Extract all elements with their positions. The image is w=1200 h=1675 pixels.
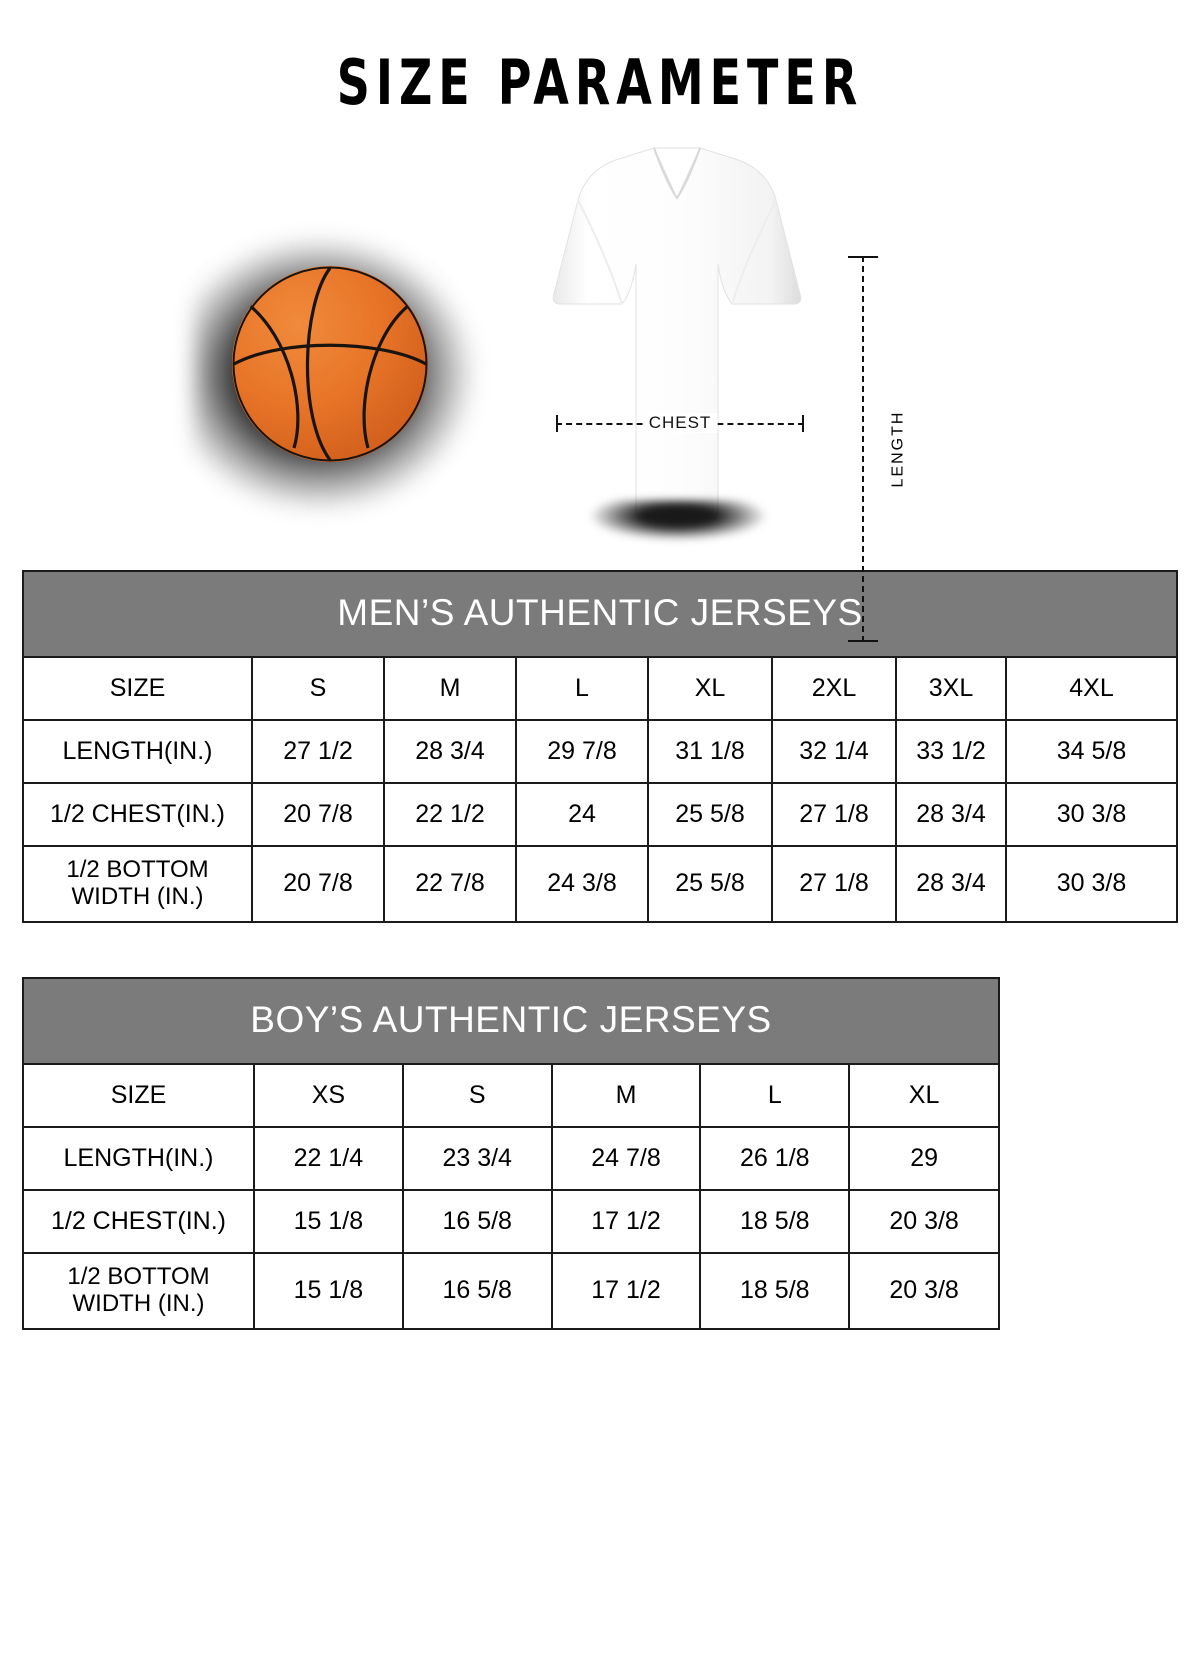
cell: 27 1/8	[772, 846, 896, 922]
cell: 18 5/8	[700, 1190, 849, 1253]
table-row-header	[24, 658, 1176, 720]
cell: 15 1/8	[254, 1253, 403, 1329]
cell: 20 7/8	[252, 783, 384, 846]
illustration-area	[0, 130, 1200, 560]
cell: 29 7/8	[516, 720, 648, 783]
cell: 27 1/2	[252, 720, 384, 783]
cell: 15 1/8	[254, 1190, 403, 1253]
cell: 16 5/8	[403, 1190, 552, 1253]
col-header-4xl: 4XL	[1006, 658, 1176, 720]
col-header-size: SIZE	[24, 658, 252, 720]
length-measure-guide	[848, 256, 908, 642]
basketball-icon	[232, 266, 428, 462]
chest-cap-left	[556, 415, 558, 432]
length-dashed-line	[862, 256, 864, 642]
table-row	[24, 1127, 998, 1190]
cell: 20 3/8	[849, 1190, 998, 1253]
row-label-half-bottom-width: 1/2 BOTTOM WIDTH (IN.)	[24, 846, 252, 922]
cell: 34 5/8	[1006, 720, 1176, 783]
cell: 25 5/8	[648, 846, 772, 922]
table-row	[24, 720, 1176, 783]
length-label: LENGTH	[885, 405, 911, 494]
cell: 28 3/4	[384, 720, 516, 783]
cell: 27 1/8	[772, 783, 896, 846]
cell: 32 1/4	[772, 720, 896, 783]
col-header-3xl: 3XL	[896, 658, 1006, 720]
cell: 20 3/8	[849, 1253, 998, 1329]
length-cap-top	[848, 256, 878, 258]
col-header-xs: XS	[254, 1065, 403, 1127]
cell: 16 5/8	[403, 1253, 552, 1329]
cell: 22 1/2	[384, 783, 516, 846]
length-cap-bottom	[848, 640, 878, 642]
row-label-half-chest: 1/2 CHEST(IN.)	[24, 783, 252, 846]
cell: 17 1/2	[552, 1190, 701, 1253]
cell: 22 7/8	[384, 846, 516, 922]
cell: 33 1/2	[896, 720, 1006, 783]
cell: 28 3/4	[896, 783, 1006, 846]
table-row	[24, 783, 1176, 846]
mens-table	[24, 658, 1176, 923]
cell: 26 1/8	[700, 1127, 849, 1190]
col-header-xl: XL	[648, 658, 772, 720]
col-header-m: M	[552, 1065, 701, 1127]
chest-cap-right	[802, 415, 804, 432]
basketball-graphic	[222, 260, 452, 490]
table-row-header	[24, 1065, 998, 1127]
table-row	[24, 1253, 998, 1329]
cell: 30 3/8	[1006, 783, 1176, 846]
chest-label: CHEST	[643, 413, 718, 433]
page-title: SIZE PARAMETER	[336, 45, 864, 119]
row-label-length: LENGTH(IN.)	[24, 720, 252, 783]
cell: 20 7/8	[252, 846, 384, 922]
col-header-s: S	[252, 658, 384, 720]
row-label-length: LENGTH(IN.)	[24, 1127, 254, 1190]
row-label-half-chest: 1/2 CHEST(IN.)	[24, 1190, 254, 1253]
boys-table-heading: BOY’S AUTHENTIC JERSEYS	[24, 979, 998, 1065]
mens-size-table	[22, 570, 1178, 923]
cell: 28 3/4	[896, 846, 1006, 922]
cell: 23 3/4	[403, 1127, 552, 1190]
cell: 31 1/8	[648, 720, 772, 783]
row-label-half-bottom-width: 1/2 BOTTOM WIDTH (IN.)	[24, 1253, 254, 1329]
cell: 18 5/8	[700, 1253, 849, 1329]
col-header-xl: XL	[849, 1065, 998, 1127]
chest-measure-guide	[556, 415, 804, 433]
col-header-m: M	[384, 658, 516, 720]
col-header-l: L	[516, 658, 648, 720]
table-row	[24, 1190, 998, 1253]
cell: 29	[849, 1127, 998, 1190]
cell: 24 3/8	[516, 846, 648, 922]
boys-table	[24, 1065, 998, 1330]
col-header-l: L	[700, 1065, 849, 1127]
boys-size-table	[22, 977, 1000, 1330]
jersey-graphic	[548, 136, 806, 536]
cell: 22 1/4	[254, 1127, 403, 1190]
col-header-s: S	[403, 1065, 552, 1127]
cell: 17 1/2	[552, 1253, 701, 1329]
cell: 25 5/8	[648, 783, 772, 846]
table-row	[24, 846, 1176, 922]
col-header-size: SIZE	[24, 1065, 254, 1127]
cell: 30 3/8	[1006, 846, 1176, 922]
jersey-shadow	[590, 500, 766, 540]
mens-table-heading: MEN’S AUTHENTIC JERSEYS	[24, 572, 1176, 658]
cell: 24 7/8	[552, 1127, 701, 1190]
cell: 24	[516, 783, 648, 846]
col-header-2xl: 2XL	[772, 658, 896, 720]
